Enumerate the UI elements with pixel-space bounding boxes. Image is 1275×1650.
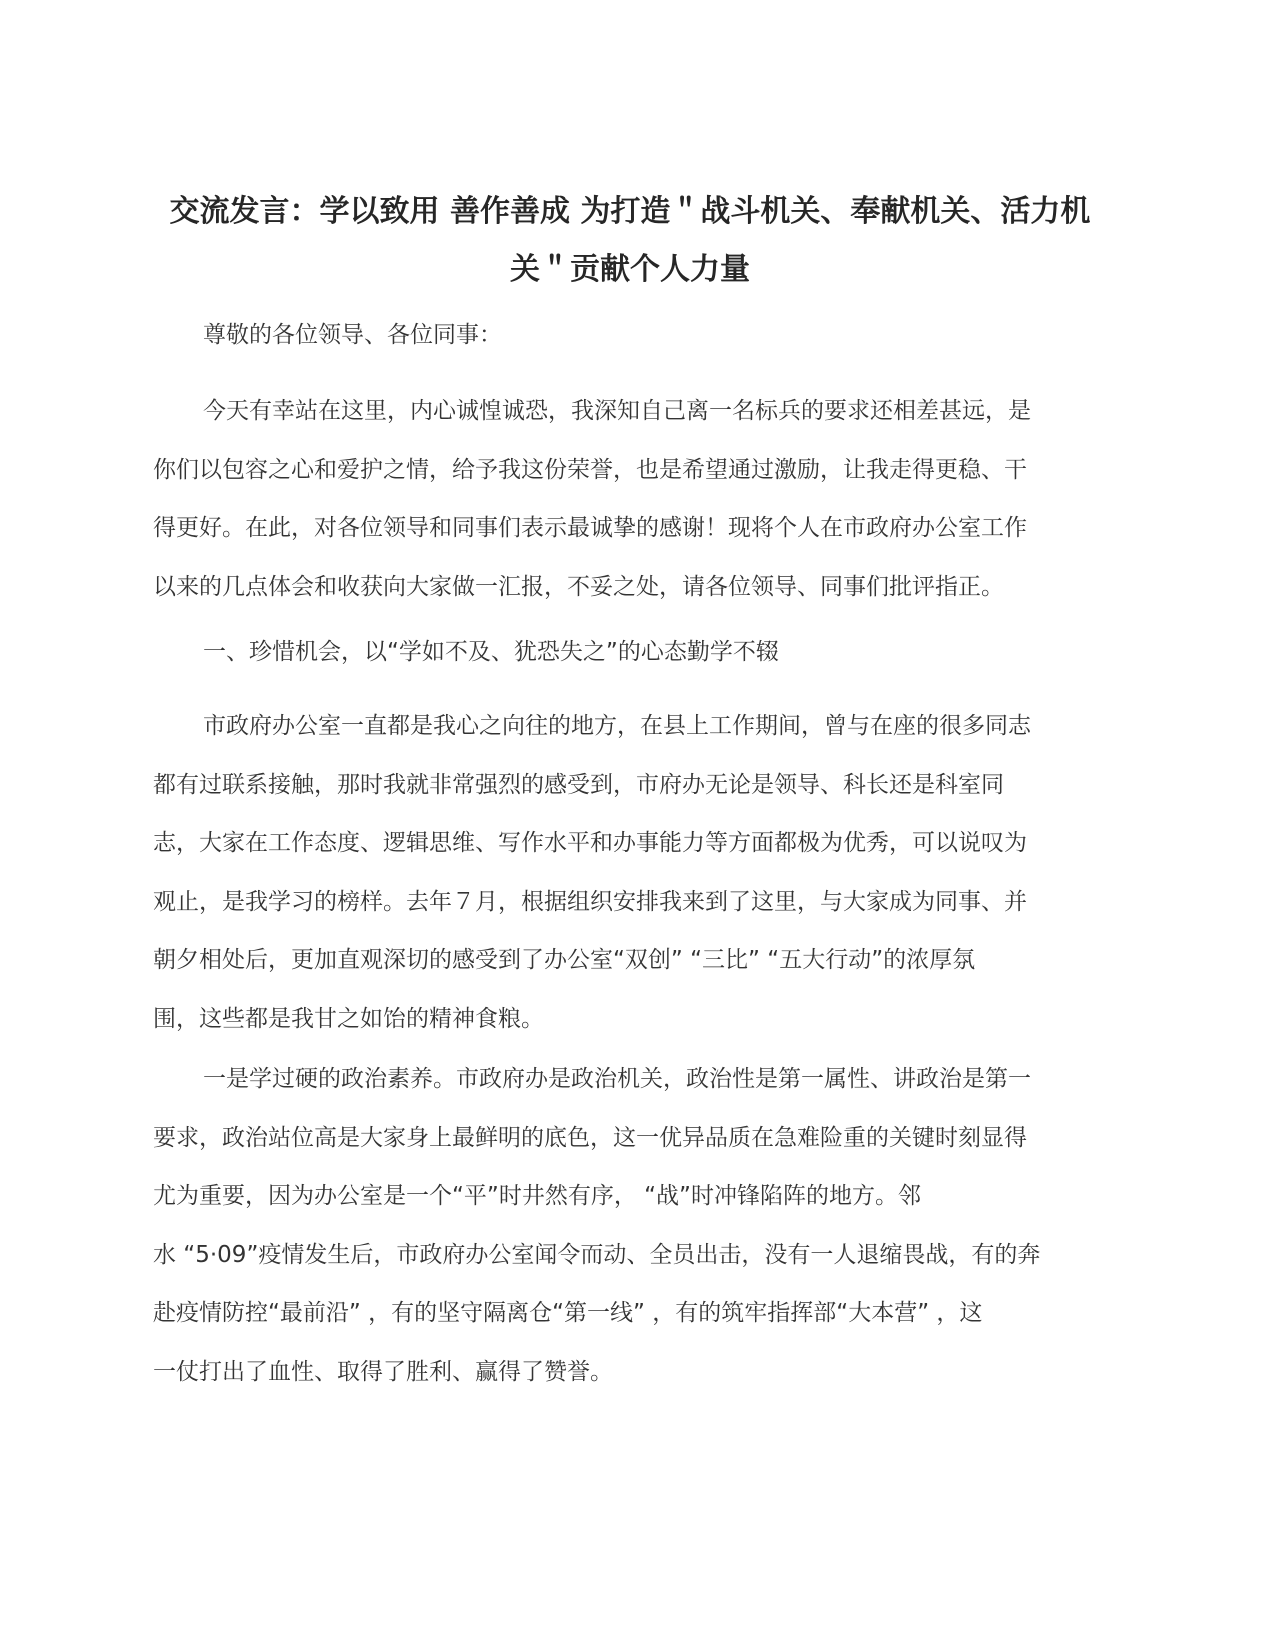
paragraph-intro — [153, 382, 1109, 616]
paragraph-line: 都有过联系接触，那时我就非常强烈的感受到，市府办无论是领导、科长还是科室同 — [153, 771, 1004, 798]
title-line-2: 关＂贡献个人力量 — [510, 252, 750, 287]
section-heading-1 — [153, 623, 1109, 682]
paragraph-line: 朝夕相处后，更加直观深切的感受到了办公室“双创” “三比” “五大行动”的浓厚氛 — [153, 947, 976, 973]
paragraph-line: 赴疫情防控“最前沿” ，有的坚守隔离仓“第一线” ，有的筑牢指挥部“大本营” ，这 — [153, 1300, 983, 1326]
paragraph-line: 以来的几点体会和收获向大家做一汇报，不妥之处，请各位领导、同事们批评指正。 — [153, 573, 1004, 600]
document-title — [150, 183, 1110, 299]
greeting — [153, 306, 1109, 365]
paragraph-line: 市政府办公室一直都是我心之向往的地方，在县上工作期间，曾与在座的很多同志 — [203, 713, 1031, 739]
title-line-1: 交流发言：学以致用 善作善成 为打造＂战斗机关、奉献机关、活力机 — [169, 194, 1091, 229]
paragraph-line: 一仗打出了血性、取得了胜利、赢得了赞誉。 — [153, 1358, 613, 1385]
paragraph-political — [153, 1050, 1109, 1401]
section-heading-line: 一、珍惜机会，以“学如不及、犹恐失之”的心态勤学不辍 — [203, 639, 779, 665]
paragraph-line: 你们以包容之心和爱护之情，给予我这份荣誉，也是希望通过激励，让我走得更稳、干 — [153, 456, 1027, 483]
paragraph-line: 水 “5·09”疫情发生后，市政府办公室闻令而动、全员出击，没有一人退缩畏战，有的奔 — [153, 1241, 1041, 1268]
paragraph-line: 今天有幸站在这里，内心诚惶诚恐，我深知自己离一名标兵的要求还相差甚远，是 — [203, 398, 1031, 424]
paragraph-line: 要求，政治站位高是大家身上最鲜明的底色，这一优异品质在急难险重的关键时刻显得 — [153, 1124, 1027, 1151]
paragraph-section-1 — [153, 697, 1109, 1048]
paragraph-line: 一是学过硬的政治素养。市政府办是政治机关，政治性是第一属性、讲政治是第一 — [203, 1066, 1031, 1092]
paragraph-line: 得更好。在此，对各位领导和同事们表示最诚挚的感谢！现将个人在市政府办公室工作 — [153, 515, 1027, 541]
paragraph-line: 尤为重要，因为办公室是一个“平”时井然有序， “战”时冲锋陷阵的地方。邻 — [153, 1183, 921, 1209]
greeting-line: 尊敬的各位领导、各位同事： — [203, 322, 502, 348]
paragraph-line: 志，大家在工作态度、逻辑思维、写作水平和办事能力等方面都极为优秀，可以说叹为 — [153, 830, 1027, 856]
paragraph-line: 观止，是我学习的榜样。去年７月，根据组织安排我来到了这里，与大家成为同事、并 — [153, 888, 1027, 915]
paragraph-line: 围，这些都是我甘之如饴的精神食粮。 — [153, 1005, 544, 1032]
